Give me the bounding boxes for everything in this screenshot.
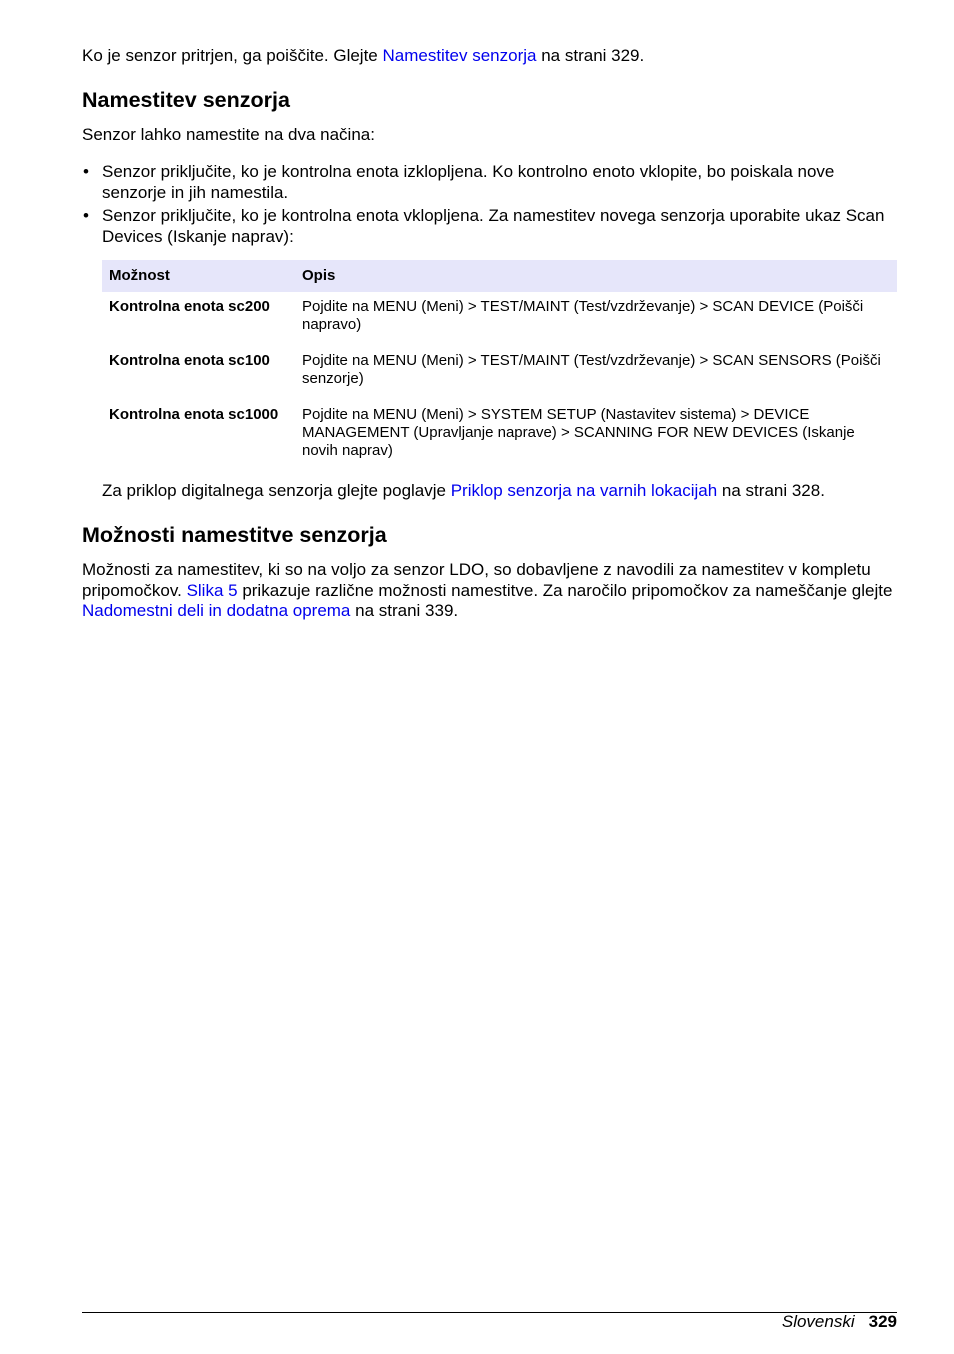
options-paragraph	[82, 560, 897, 622]
option-cell: Kontrolna enota sc100	[109, 352, 270, 369]
table-row	[102, 400, 897, 472]
table-header-row	[102, 260, 897, 292]
link-namestitev-senzorja[interactable]: Namestitev senzorja	[382, 46, 537, 65]
column-header-description: Opis	[295, 260, 897, 292]
list-item	[82, 205, 897, 247]
description-cell: Pojdite na MENU (Meni) > TEST/MAINT (Test/vzdrževanje) > SCAN SENSORS (Poišči senzorje)	[302, 352, 881, 387]
description-cell: Pojdite na MENU (Meni) > SYSTEM SETUP (Nastavitev sistema) > DEVICE MANAGEMENT (Upravljanje naprave) > SCANNING FOR NEW DEVICES (Iskanje novih naprav)	[302, 406, 855, 459]
scan-devices-table	[102, 260, 897, 472]
intro-text-after: na strani 329.	[536, 46, 645, 65]
bullet-marker: •	[83, 206, 89, 225]
table-row	[102, 292, 897, 346]
link-slika-5[interactable]: Slika 5	[186, 580, 238, 600]
install-methods-list	[82, 161, 897, 249]
page-number: 329	[868, 1312, 897, 1331]
list-item-text: Senzor priključite, ko je kontrolna enota izklopljena. Ko kontrolno enoto vklopite, bo poiskala nove senzorje in jih namestila.	[102, 162, 835, 202]
footer-language: Slovenski	[781, 1312, 855, 1331]
options-text-part1: Možnosti za namestitev, ki so na voljo za senzor LDO, so dobavljene z navodili za namestitev v kompletu pripomočkov.	[82, 560, 871, 600]
section-heading-moznosti: Možnosti namestitve senzorja	[82, 523, 387, 547]
page-footer	[782, 1312, 897, 1332]
bullet-marker: •	[83, 162, 89, 181]
options-text-part3: na strani 339.	[350, 601, 459, 620]
option-cell: Kontrolna enota sc200	[109, 298, 270, 315]
table-row	[102, 346, 897, 400]
link-priklop-senzorja[interactable]: Priklop senzorja na varnih lokacijah	[450, 481, 718, 500]
intro-text-before: Ko je senzor pritrjen, ga poiščite. Glejte	[82, 46, 383, 65]
footer-divider	[82, 1312, 897, 1313]
list-item-text: Senzor priključite, ko je kontrolna enota vklopljena. Za namestitev novega senzorja uporabite ukaz Scan Devices (Iskanje naprav):	[102, 206, 885, 246]
connect-text-before: Za priklop digitalnega senzorja glejte poglavje	[102, 481, 451, 500]
description-cell: Pojdite na MENU (Meni) > TEST/MAINT (Test/vzdrževanje) > SCAN DEVICE (Poišči napravo)	[302, 298, 864, 333]
option-cell: Kontrolna enota sc1000	[109, 406, 279, 423]
connect-paragraph	[102, 481, 897, 502]
column-header-option: Možnost	[102, 260, 295, 292]
link-nadomestni-deli[interactable]: Nadomestni deli in dodatna oprema	[82, 601, 351, 620]
section-lead-paragraph: Senzor lahko namestite na dva načina:	[82, 125, 375, 144]
intro-paragraph	[82, 46, 897, 67]
list-item	[82, 161, 897, 203]
options-text-part2: prikazuje različne možnosti namestitve. Za naročilo pripomočkov za nameščanje glejte	[237, 580, 893, 600]
connect-text-after: na strani 328.	[717, 481, 825, 500]
section-heading-namestitev: Namestitev senzorja	[82, 88, 290, 112]
